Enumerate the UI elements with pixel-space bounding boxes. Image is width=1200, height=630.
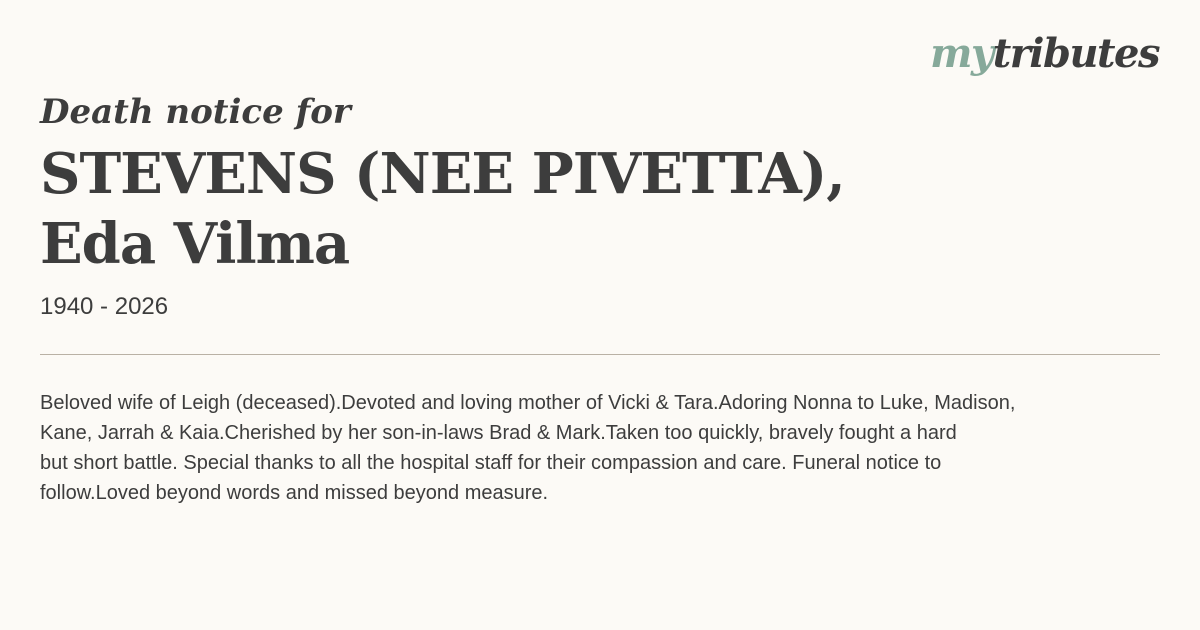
deceased-name-line-2: Eda Vilma	[40, 211, 350, 277]
mytributes-logo[interactable]	[930, 30, 1159, 77]
notice-body: Beloved wife of Leigh (deceased).Devoted and loving mother of Vicki & Tara.Adoring Nonna to Luke, Madison, Kane, Jarrah & Kaia.Cherished by her son-in-laws Brad & Mark.Taken too quickly, bravely fought a hard but short battle. Special thanks to all the hospital staff for their compassion and care. Funeral notice to follow.Loved beyond words and missed beyond measure.	[40, 392, 1016, 504]
life-years: 1940 - 2026	[40, 293, 169, 320]
deceased-name-line-1: STEVENS (NEE PIVETTA),	[40, 141, 845, 207]
logo-my-text: my	[930, 30, 993, 77]
divider	[40, 354, 1160, 355]
deceased-name	[40, 139, 845, 279]
notice-type-subtitle: Death notice for	[40, 92, 351, 132]
logo-tributes-text: tributes	[992, 30, 1159, 77]
